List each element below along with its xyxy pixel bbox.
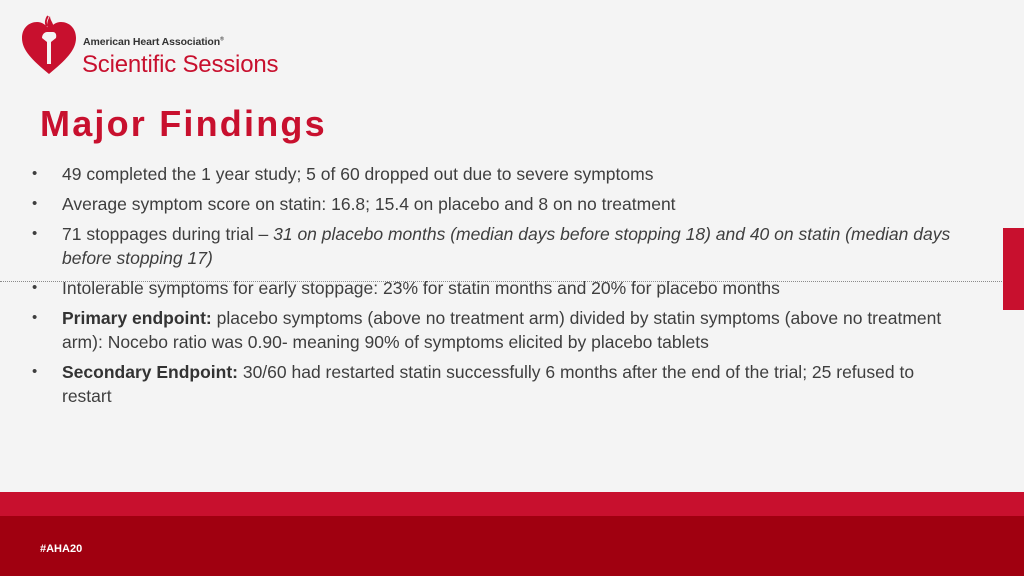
finding-label: Primary endpoint: bbox=[62, 308, 212, 328]
logo-organization-name: American Heart Association® bbox=[83, 36, 224, 48]
finding-item bbox=[28, 162, 958, 186]
finding-text: 49 completed the 1 year study; 5 of 60 dropped out due to severe symptoms bbox=[62, 164, 654, 184]
slide-title: Major Findings bbox=[40, 103, 327, 144]
finding-label: Secondary Endpoint: bbox=[62, 362, 238, 382]
findings-list bbox=[28, 162, 958, 414]
finding-text: Average symptom score on statin: 16.8; 15.4 on placebo and 8 on no treatment bbox=[62, 194, 676, 214]
finding-text: 71 stoppages during trial – bbox=[62, 224, 274, 244]
finding-item bbox=[28, 306, 958, 354]
bullet-icon: • bbox=[32, 165, 38, 182]
finding-italic-text: 31 on placebo months (median days before stopping 18) and 40 on statin (median days before stopping 17) bbox=[62, 224, 951, 268]
bullet-icon: • bbox=[32, 195, 38, 212]
finding-item bbox=[28, 192, 958, 216]
finding-text: Intolerable symptoms for early stoppage: 23% for statin months and 20% for placebo months bbox=[62, 278, 780, 298]
finding-item bbox=[28, 222, 958, 270]
side-accent-tab bbox=[1003, 228, 1024, 310]
heart-torch-icon bbox=[20, 12, 78, 78]
bullet-icon: • bbox=[32, 363, 38, 380]
finding-text: placebo symptoms (above no treatment arm) divided by statin symptoms (above no treatment arm): Nocebo ratio was 0.90- meaning 90% of symptoms elicited by placebo tablets bbox=[62, 308, 942, 352]
bullet-icon: • bbox=[32, 309, 38, 326]
logo-event-name: Scientific Sessions bbox=[82, 51, 279, 78]
aha-logo bbox=[20, 12, 310, 82]
footer-hashtag: #AHA20 bbox=[40, 543, 83, 555]
finding-item bbox=[28, 276, 958, 300]
footer-stripe bbox=[0, 492, 1024, 516]
footer-bar bbox=[0, 516, 1024, 576]
finding-text: 30/60 had restarted statin successfully 6 months after the end of the trial; 25 refused to restart bbox=[62, 362, 915, 406]
finding-item bbox=[28, 360, 958, 408]
bullet-icon: • bbox=[32, 225, 38, 242]
bullet-icon: • bbox=[32, 279, 38, 296]
